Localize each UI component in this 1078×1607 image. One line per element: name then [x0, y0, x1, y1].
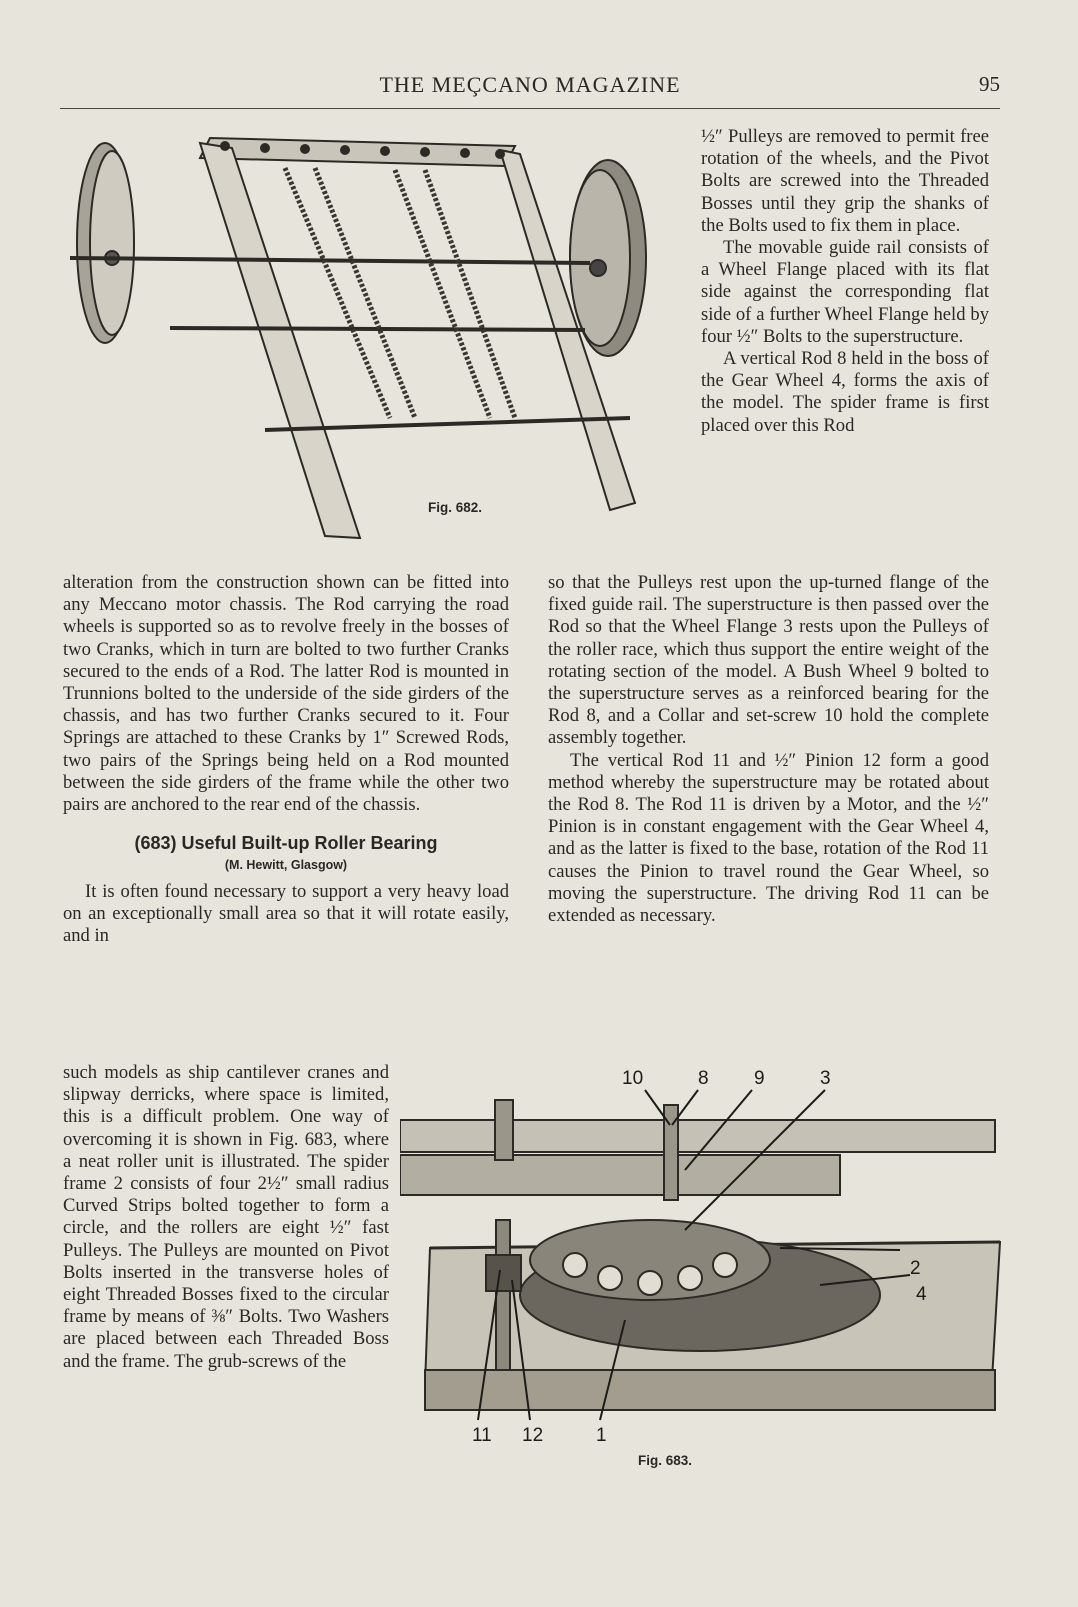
paragraph: The movable guide rail consists of a Wheel Flange placed with its flat side against the corresponding flat side of a further Wheel Flange held by four ½″ Bolts to the superstructure. — [701, 237, 989, 347]
figure-682 — [60, 118, 675, 563]
callout-label: 4 — [916, 1284, 927, 1305]
callout-label: 11 — [472, 1425, 492, 1446]
callout-label: 9 — [754, 1068, 765, 1089]
paragraph: ½″ Pulleys are removed to permit free rotation of the wheels, and the Pivot Bolts are screwed into the Threaded Bosses until they grip the shanks of the Bolts used to fix them in place. — [701, 126, 989, 236]
callout-label: 12 — [522, 1425, 544, 1446]
figure-683 — [400, 1068, 1005, 1500]
paragraph: A vertical Rod 8 held in the boss of the Gear Wheel 4, forms the axis of the model. The spider frame is first placed over this Rod — [701, 348, 989, 436]
figure-682-caption: Fig. 682. — [428, 500, 483, 515]
right-column-bottom — [548, 572, 989, 927]
section-heading: (683) Useful Built-up Roller Bearing — [134, 833, 438, 854]
page-number: 95 — [979, 72, 1000, 96]
running-head — [60, 72, 1000, 106]
chassis-illustration — [60, 118, 675, 563]
left-column-bottom — [63, 1062, 389, 1373]
callout-label: 3 — [820, 1068, 831, 1089]
byline: (M. Hewitt, Glasgow) — [224, 858, 348, 873]
right-column-top — [701, 126, 989, 437]
callout-label: 10 — [622, 1068, 644, 1089]
paragraph: such models as ship cantilever cranes and slipway derricks, where space is limited, this is a difficult problem. One way of overcoming it is shown in Fig. 683, where a neat roller unit is illustrated. The spider frame 2 consists of four 2½″ small radius Curved Strips bolted together to form a circle, and the rollers are eight ½″ fast Pulleys. The Pulleys are mounted on Pivot Bolts inserted in the transverse holes of eight Threaded Bosses fixed to the circular frame by means of ⅜″ Bolts. Two Washers are placed between each Threaded Boss and the frame. The grub-screws of the — [63, 1062, 389, 1372]
figure-683-caption: Fig. 683. — [638, 1453, 693, 1468]
callout-label: 8 — [698, 1068, 709, 1089]
magazine-title: THE MEÇCANO MAGAZINE — [379, 72, 681, 97]
paragraph: so that the Pulleys rest upon the up-turned flange of the fixed guide rail. The superstructure is then passed over the Rod so that the Wheel Flange 3 rests upon the Pulleys of the roller race, which thus support the entire weight of the rotating section of the model. A Bush Wheel 9 bolted to the superstructure serves as a reinforced bearing for the Rod 8, and a Collar and set-screw 10 hold the complete assembly together. — [548, 572, 989, 749]
paragraph: alteration from the construction shown can be fitted into any Meccano motor chassis. The Rod carrying the road wheels is supported so as to revolve freely in the bosses of two Cranks, which in turn are bolted to two further Cranks secured to the ends of a Rod. The latter Rod is mounted in Trunnions bolted to the underside of the side girders of the chassis, and has two further Cranks secured to it. Four Springs are attached to these Cranks by 1″ Screwed Rods, two pairs of the Springs being held on a Rod mounted between the side girders of the frame while the other two pairs are anchored to the rear end of the chassis. — [63, 572, 509, 816]
callout-label: 1 — [596, 1425, 607, 1446]
callout-label: 2 — [910, 1258, 921, 1279]
paragraph: It is often found necessary to support a very heavy load on an exceptionally small area so that it will rotate easily, and in — [63, 880, 509, 947]
paragraph: The vertical Rod 11 and ½″ Pinion 12 form a good method whereby the superstructure may be rotated about the Rod 8. The Rod 11 is driven by a Motor, and the ½″ Pinion is in constant engagement with the Gear Wheel 4, and as the latter is fixed to the base, rotation of the Rod 11 causes the Pinion to travel round the Gear Wheel, so moving the superstructure. The driving Rod 11 can be extended as necessary. — [548, 749, 989, 927]
left-column-top — [63, 572, 509, 947]
header-rule — [60, 108, 1000, 109]
